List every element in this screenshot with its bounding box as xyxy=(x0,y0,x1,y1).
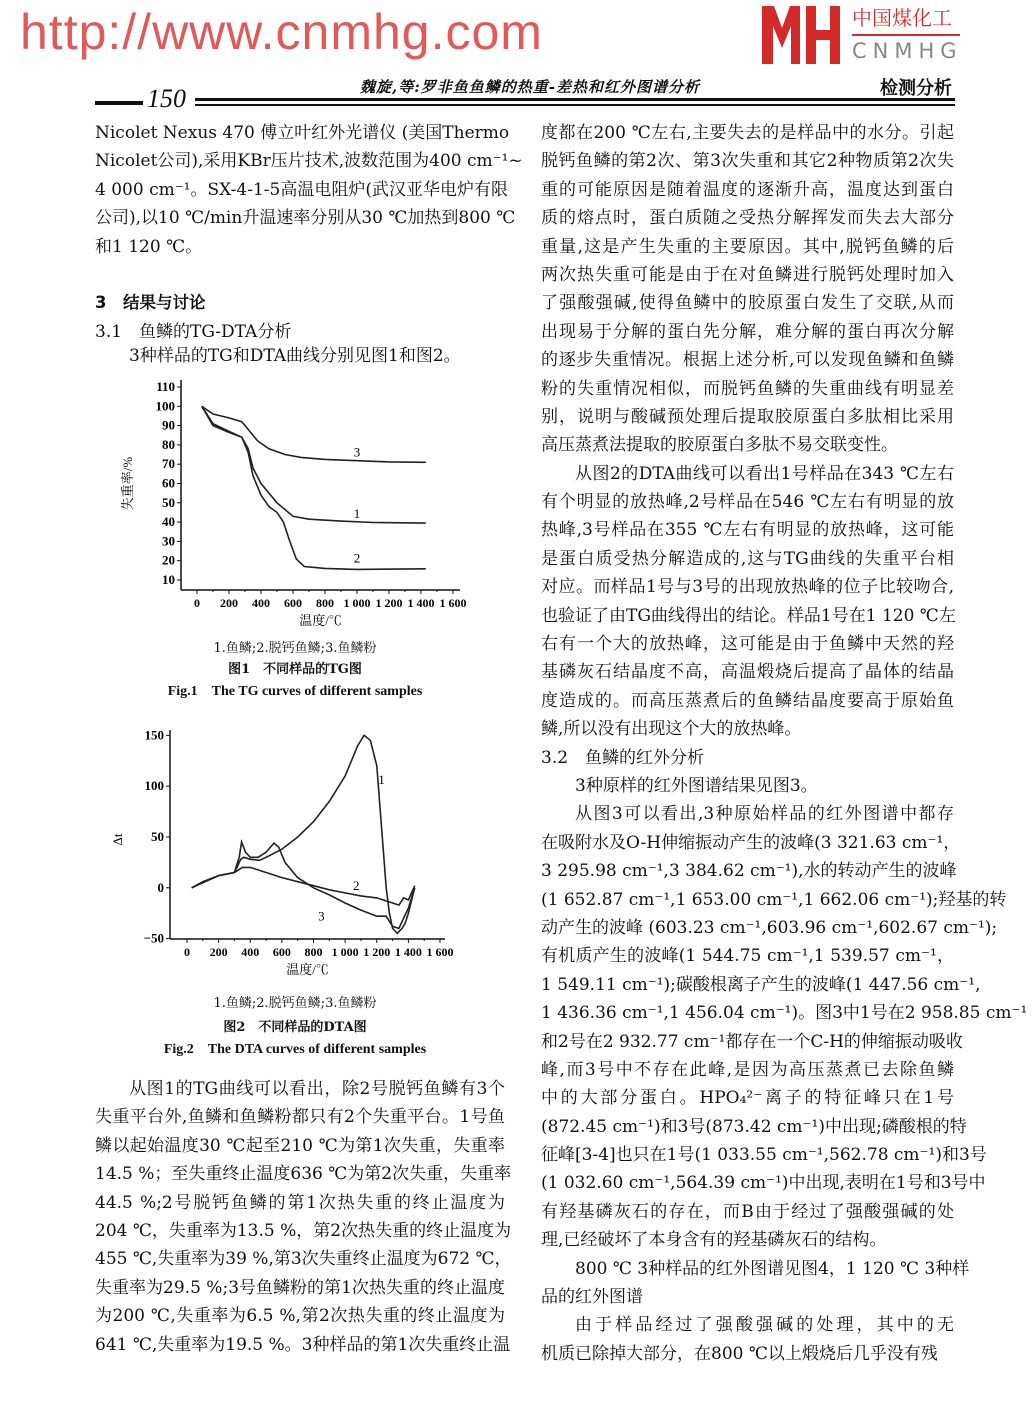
text-line: 641 ℃,失重率为19.5 %。3种样品的第1次失重终止温 xyxy=(95,1334,511,1355)
left-column xyxy=(95,119,523,261)
header-rule-thin xyxy=(195,104,955,106)
text-line: 4 000 cm⁻¹。SX-4-1-5高温电阻炉(武汉亚华电炉有限 xyxy=(95,179,508,200)
x-tick-label: 0 xyxy=(184,945,190,959)
left-column-intro xyxy=(95,342,505,370)
header-rule xyxy=(195,98,955,101)
fig2-legend: 1.鱼鳞;2.脱钙鱼鳞;3.鱼鳞粉 xyxy=(213,996,377,1011)
text-line: 1 436.36 cm⁻¹,1 456.04 cm⁻¹)。图3中1号在2 958.85 cm⁻¹ xyxy=(541,1003,1028,1024)
text-line: 出现易于分解的蛋白先分解，难分解的蛋白再次分解 xyxy=(541,321,954,342)
text-line: 从图2的DTA曲线可以看出1号样品在343 ℃左右 xyxy=(575,463,954,484)
text-line: 44.5 %;2号脱钙鱼鳞的第1次热失重的终止温度为 xyxy=(95,1192,505,1213)
text-line: Nicolet公司),采用KBr压片技术,波数范围为400 cm⁻¹~ xyxy=(95,151,523,172)
text-line: 峰,而3号中不存在此峰,是因为高压蒸煮已去除鱼鳞 xyxy=(541,1059,954,1080)
text-line: 由于样品经过了强酸强碱的处理，其中的无 xyxy=(575,1315,954,1336)
x-tick-label: 600 xyxy=(272,945,291,959)
text-line: 了强酸强碱,使得鱼鳞中的胶原蛋白发生了交联,从而 xyxy=(541,293,954,314)
fig1-caption-en: Fig.1 The TG curves of different samples xyxy=(167,684,423,699)
y-tick-label: 110 xyxy=(156,379,175,394)
subsection-heading: 3.2 鱼鳞的红外分析 xyxy=(541,747,705,768)
x-tick-label: 1 000 xyxy=(331,945,359,959)
y-tick-label: 30 xyxy=(162,533,175,549)
paragraph xyxy=(541,772,954,800)
fig1-caption-cn: 图1 不同样品的TG图 xyxy=(228,662,362,677)
text-line: (872.45 cm⁻¹)和3号(873.42 cm⁻¹)中出现;磷酸根的特 xyxy=(541,1116,967,1137)
page-number: 150 xyxy=(147,84,186,113)
text-line: 800 ℃ 3种样品的红外图谱见图4，1 120 ℃ 3种样 xyxy=(575,1258,970,1279)
fig2-caption-cn: 图2 不同样品的DTA图 xyxy=(223,1020,367,1035)
x-tick-label: 0 xyxy=(194,596,200,610)
text-line: 脱钙鱼鳞的第2次、第3次失重和其它2种物质第2次失 xyxy=(541,151,954,172)
series-line-3 xyxy=(192,867,415,905)
text-line: 有机质产生的波峰(1 544.75 cm⁻¹,1 539.57 cm⁻¹， xyxy=(541,946,954,967)
y-tick-label: 60 xyxy=(162,475,175,491)
text-line: 3种样品的TG和DTA曲线分别见图1和图2。 xyxy=(129,346,461,366)
section-heading: 3 结果与讨论 xyxy=(95,293,206,312)
text-line: 热峰,3号样品在355 ℃左右有明显的放热峰，这可能 xyxy=(541,520,954,541)
x-tick-label: 800 xyxy=(304,945,323,959)
y-tick-label: 100 xyxy=(144,778,164,794)
text-line: (1 652.87 cm⁻¹,1 653.00 cm⁻¹,1 662.06 cm⁻¹);羟基的转 xyxy=(541,889,1007,910)
text-line: 理,已经破坏了本身含有的羟基磷灰石的结构。 xyxy=(541,1230,887,1251)
y-tick-label: 80 xyxy=(162,436,175,452)
text-line: 204 ℃，失重率为13.5 %，第2次热失重的终止温度为 xyxy=(95,1220,512,1241)
x-tick-label: 200 xyxy=(220,596,238,610)
text-line: 公司),以10 ℃/min升温速率分别从30 ℃加热到800 ℃ xyxy=(95,208,516,229)
x-tick-label: 1 600 xyxy=(439,596,467,610)
x-tick-label: 400 xyxy=(252,596,270,610)
dta-chart xyxy=(110,720,480,990)
x-tick-label: 800 xyxy=(316,596,334,610)
paragraph xyxy=(95,119,523,261)
x-tick-label: 1 400 xyxy=(407,596,435,610)
x-tick-label: 600 xyxy=(284,596,302,610)
tg-chart xyxy=(110,370,480,630)
text-line: 在吸附水及O-H伸缩振动产生的波峰(3 321.63 cm⁻¹， xyxy=(541,832,961,853)
y-tick-label: 20 xyxy=(162,552,175,568)
logo-en: CNMHG xyxy=(852,39,963,63)
series-line-1 xyxy=(192,735,415,933)
x-tick-label: 1 200 xyxy=(375,596,403,610)
x-axis-label: 温度/℃ xyxy=(299,613,342,628)
paragraph xyxy=(95,342,505,370)
y-tick-label: 50 xyxy=(162,494,175,510)
right-column xyxy=(541,119,1028,1368)
x-tick-label: 1 000 xyxy=(343,596,371,610)
fig1-legend: 1.鱼鳞;2.脱钙鱼鳞;3.鱼鳞粉 xyxy=(213,641,377,656)
cnmhg-logo xyxy=(760,4,970,66)
y-tick-label: 50 xyxy=(151,828,164,844)
paragraph xyxy=(541,800,1028,1254)
series-label-1: 1 xyxy=(378,772,385,788)
text-line: 和2号在2 932.77 cm⁻¹都存在一个C-H的伸缩振动吸收 xyxy=(541,1031,963,1052)
header-rule-left xyxy=(95,101,143,105)
x-axis-label: 温度/℃ xyxy=(286,962,329,977)
logo-mark-icon xyxy=(760,4,842,66)
series-label-1: 1 xyxy=(353,506,361,522)
text-line: 也验证了由TG曲线得出的结论。样品1号在1 120 ℃左 xyxy=(541,605,956,626)
logo-rule xyxy=(852,34,960,36)
y-tick-label: 150 xyxy=(144,727,164,743)
fig2-caption-en: Fig.2 The DTA curves of different samples xyxy=(163,1042,427,1057)
y-tick-label: 10 xyxy=(162,572,175,587)
y-axis-label: 失重率/% xyxy=(120,456,135,511)
text-line: 中的大部分蛋白。HPO₄²⁻离子的特征峰只在1号 xyxy=(541,1088,954,1109)
text-line: 鳞以起始温度30 ℃起至210 ℃为第1次失重，失重率 xyxy=(95,1135,505,1156)
series-label-3: 3 xyxy=(353,444,361,460)
text-line: 是蛋白质受热分解造成的,这与TG曲线的失重平台相 xyxy=(541,548,954,569)
text-line: 和1 120 ℃。 xyxy=(95,236,203,257)
series-line-2 xyxy=(192,842,415,928)
text-line: 有个明显的放热峰,2号样品在546 ℃左右有明显的放 xyxy=(541,492,954,513)
logo-cn: 中国煤化工 xyxy=(852,6,952,30)
text-line: 为200 ℃,失重率为6.5 %,第2次热失重的终止温度为 xyxy=(95,1306,505,1327)
text-line: 从图3可以看出,3种原始样品的红外图谱中都存 xyxy=(575,804,954,825)
y-tick-label: 40 xyxy=(162,514,175,530)
text-line: 鳞,所以没有出现这个大的放热峰。 xyxy=(541,719,802,740)
x-tick-label: 1 600 xyxy=(426,945,454,959)
text-line: 失重平台外,鱼鳞和鱼鳞粉都只有2个失重平台。1号鱼 xyxy=(95,1107,505,1128)
x-tick-label: 200 xyxy=(209,945,228,959)
series-line-2 xyxy=(202,406,426,569)
text-line: 高压蒸煮法提取的胶原蛋白多肽不易交联变性。 xyxy=(541,435,898,456)
series-label-3: 3 xyxy=(318,908,325,924)
subsection-heading: 3.1 鱼鳞的TG-DTA分析 xyxy=(95,322,292,342)
text-line: 征峰[3-4]也只在1号(1 033.55 cm⁻¹,562.78 cm⁻¹)和3号 xyxy=(541,1145,987,1166)
left-column-bottom xyxy=(95,1075,512,1359)
text-line: 从图1的TG曲线可以看出，除2号脱钙鱼鳞有3个 xyxy=(129,1079,505,1099)
y-tick-label: −50 xyxy=(143,930,164,946)
text-line: 有羟基磷灰石的存在，而B由于经过了强酸强碱的处 xyxy=(541,1201,954,1222)
text-line: 粉的失重情况相似，而脱钙鱼鳞的失重曲线有明显差 xyxy=(541,378,954,399)
text-line: 右有一个大的放热峰，这可能是由于鱼鳞中天然的羟 xyxy=(541,634,954,655)
text-line: 重量,这是产生失重的主要原因。其中,脱钙鱼鳞的后 xyxy=(541,236,954,257)
series-label-2: 2 xyxy=(353,550,361,566)
running-title: 魏旋,等:罗非鱼鱼鳞的热重-差热和红外图谱分析 xyxy=(360,78,700,96)
text-line: 3种原样的红外图谱结果见图3。 xyxy=(575,775,818,796)
text-line: 重的可能原因是随着温度的逐渐升高，温度达到蛋白 xyxy=(541,179,954,200)
paragraph xyxy=(541,1311,954,1368)
x-tick-label: 1 200 xyxy=(363,945,391,959)
y-tick-label: 0 xyxy=(157,879,164,895)
text-line: 品的红外图谱 xyxy=(541,1287,643,1308)
text-line: 别，说明与酸碱预处理后提取胶原蛋白多肽相比采用 xyxy=(541,406,954,427)
text-line: 14.5 %；至失重终止温度636 ℃为第2次失重，失重率 xyxy=(95,1164,512,1185)
text-line: 对应。而样品1号与3号的出现放热峰的位子比较吻合, xyxy=(541,577,954,598)
url-watermark: http://www.cnmhg.com xyxy=(20,4,543,60)
text-line: 动产生的波峰 (603.23 cm⁻¹,603.96 cm⁻¹,602.67 cm⁻¹); xyxy=(541,917,998,938)
series-line-1 xyxy=(202,406,426,523)
series-label-2: 2 xyxy=(352,877,360,893)
text-line: 的逐步失重情况。根据上述分析,可以发现鱼鳞和鱼鳞 xyxy=(541,350,954,371)
y-tick-label: 70 xyxy=(162,456,175,472)
text-line: 质的熔点时，蛋白质随之受热分解挥发而失去大部分 xyxy=(541,208,954,229)
paragraph xyxy=(541,1255,970,1312)
paragraph xyxy=(541,119,954,460)
text-line: 度造成的。而高压蒸煮后的鱼鳞结晶度要高于原始鱼 xyxy=(541,690,954,711)
x-tick-label: 400 xyxy=(241,945,260,959)
paragraph xyxy=(95,1075,512,1359)
text-line: Nicolet Nexus 470 傅立叶红外光谱仪 (美国Thermo xyxy=(95,123,510,143)
text-line: 1 549.11 cm⁻¹);碳酸根离子产生的波峰(1 447.56 cm⁻¹, xyxy=(541,974,981,995)
text-line: (1 032.60 cm⁻¹,564.39 cm⁻¹)中出现,表明在1号和3号中 xyxy=(541,1173,986,1194)
text-line: 度都在200 ℃左右,主要失去的是样品中的水分。引起 xyxy=(541,123,954,143)
text-line: 3 295.98 cm⁻¹,3 384.62 cm⁻¹),水的转动产生的波峰 xyxy=(541,861,957,882)
paragraph xyxy=(541,460,954,744)
section-tag: 检测分析 xyxy=(880,78,952,99)
text-line: 基磷灰石结晶度不高，高温煅烧后提高了晶体的结晶 xyxy=(541,662,954,683)
y-tick-label: 100 xyxy=(155,398,175,414)
text-line: 455 ℃,失重率为39 %,第3次失重终止温度为672 ℃， xyxy=(95,1249,512,1270)
y-axis-label: Δt xyxy=(110,833,125,846)
text-line: 机质已除掉大部分，在800 ℃以上煅烧后几乎没有残 xyxy=(541,1343,938,1364)
text-line: 失重率为29.5 %;3号鱼鳞粉的第1次热失重的终止温度 xyxy=(95,1277,505,1298)
y-tick-label: 90 xyxy=(162,417,175,433)
x-tick-label: 1 400 xyxy=(394,945,422,959)
text-line: 两次热失重可能是由于在对鱼鳞进行脱钙处理时加入 xyxy=(541,264,954,285)
